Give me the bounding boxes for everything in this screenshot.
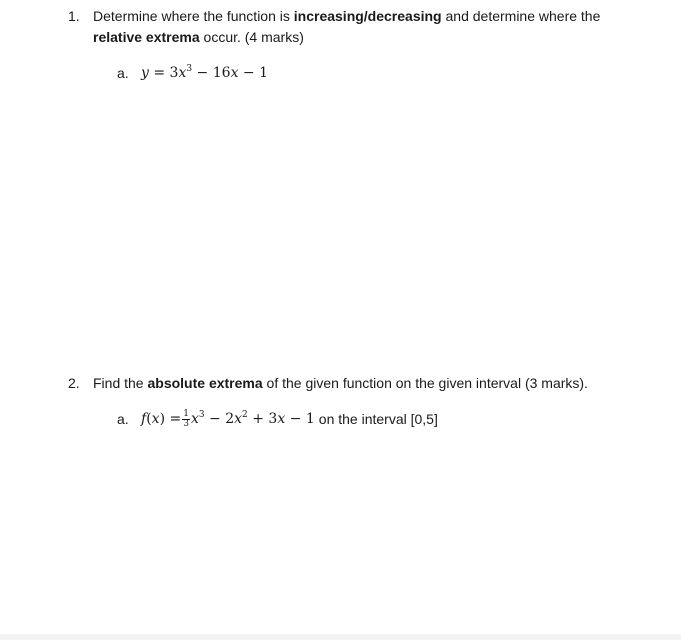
- math-term: (: [146, 411, 152, 427]
- question-text: [93, 373, 588, 394]
- math-term: ) =: [159, 411, 182, 427]
- page-bottom-edge: [0, 634, 681, 640]
- math-term: + 3: [247, 411, 278, 427]
- bold-term: relative extrema: [93, 29, 200, 45]
- fraction-numerator: 1: [183, 408, 189, 419]
- bold-term: increasing/decreasing: [293, 8, 442, 24]
- equation: [141, 63, 268, 83]
- math-term: = 3: [148, 65, 179, 81]
- math-expression: [191, 409, 315, 429]
- subpart-label: a.: [117, 65, 129, 81]
- var: x: [151, 411, 160, 427]
- bold-term: absolute extrema: [147, 375, 263, 391]
- var: x: [234, 411, 243, 427]
- math-term: − 1: [238, 65, 269, 81]
- text-segment: Find the: [93, 375, 148, 391]
- question-number: 1.: [68, 8, 80, 24]
- exponent: 3: [186, 64, 193, 74]
- question-number: 2.: [68, 375, 80, 391]
- text-segment: occur. (4 marks): [199, 29, 304, 45]
- question-line-1: [93, 373, 588, 394]
- question-line-1: [93, 6, 600, 27]
- exponent: 2: [242, 410, 248, 420]
- fraction: [182, 410, 190, 429]
- math-term: − 16: [192, 65, 231, 81]
- equation: [141, 409, 438, 429]
- var: x: [178, 65, 187, 81]
- math-term: − 1: [285, 411, 315, 427]
- exponent: 3: [198, 410, 205, 420]
- fraction-denominator: 3: [183, 418, 189, 429]
- text-segment: of the given function on the given interval (3 marks).: [262, 375, 588, 391]
- text-segment: and determine where the: [441, 8, 601, 24]
- var: y: [141, 65, 149, 81]
- var: f: [141, 411, 147, 427]
- interval-text: on the interval [0,5]: [318, 411, 438, 427]
- math-expression: [141, 409, 181, 429]
- var: x: [230, 65, 239, 81]
- var: x: [277, 411, 286, 427]
- text-segment: Determine where the function is: [93, 8, 294, 24]
- question-line-2: [93, 27, 600, 48]
- math-term: − 2: [204, 411, 235, 427]
- subpart-label: a.: [117, 411, 129, 427]
- var: x: [190, 411, 199, 427]
- question-text: [93, 6, 600, 48]
